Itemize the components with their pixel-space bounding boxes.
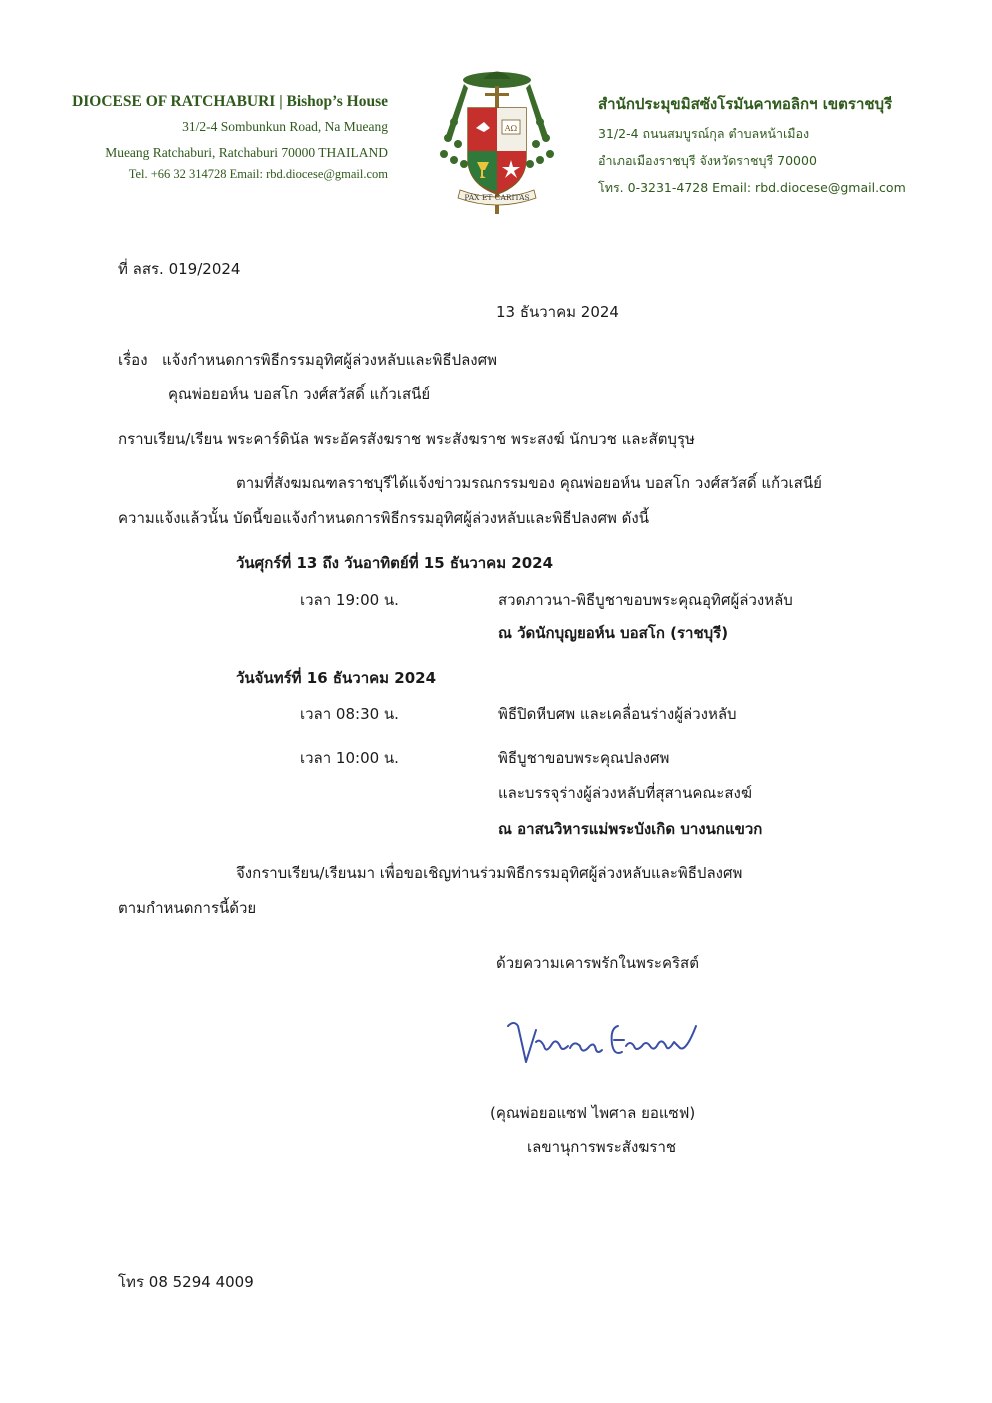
subject-label: เรื่อง	[118, 351, 148, 369]
schedule-day: วันจันทร์ที่ 16 ธันวาคม 2024	[236, 669, 437, 687]
paragraph1-line2: ความแจ้งแล้วนั้น บัดนี้ขอแจ้งกำหนดการพิธีกรรมอุทิศผู้ล่วงหลับและพิธีปลงศพ ดังนี้	[118, 509, 649, 527]
letter-date: 13 ธันวาคม 2024	[496, 303, 619, 321]
signer-title: เลขานุการพระสังฆราช	[527, 1138, 677, 1156]
svg-text:AΩ: AΩ	[504, 124, 518, 133]
closing-line2: ตามกำหนดการนี้ด้วย	[118, 899, 257, 917]
contact-th: โทร. 0-3231-4728 Email: rbd.diocese@gmail.com	[598, 180, 906, 195]
salutation: กราบเรียน/เรียน พระคาร์ดินัล พระอัครสังฆราช พระสังฆราช พระสงฆ์ นักบวช และสัตบุรุษ	[118, 430, 695, 448]
svg-text:PAX ET CARITAS: PAX ET CARITAS	[464, 193, 530, 202]
diocese-crest-logo	[440, 66, 554, 216]
schedule-place: ณ อาสนวิหารแม่พระบังเกิด บางนกแขวก	[498, 820, 763, 838]
schedule-activity: พิธีบูชาขอบพระคุณปลงศพ	[498, 749, 670, 767]
handwritten-signature	[500, 1012, 710, 1074]
schedule-time: เวลา 08:30 น.	[300, 705, 399, 723]
diocese-name-th: สำนักประมุขมิสซังโรมันคาทอลิกฯ เขตราชบุรี	[598, 95, 893, 113]
schedule-activity: และบรรจุร่างผู้ล่วงหลับที่สุสานคณะสงฆ์	[498, 784, 752, 802]
subject-line2: คุณพ่อยอห์น บอสโก วงศ์สวัสดิ์ แก้วเสนีย์	[168, 385, 431, 403]
regards: ด้วยความเคารพรักในพระคริสต์	[496, 954, 699, 972]
contact-phone: โทร 08 5294 4009	[118, 1273, 254, 1291]
address-line2-en: Mueang Ratchaburi, Ratchaburi 70000 THAILAND	[105, 145, 388, 160]
paragraph1-line1: ตามที่สังฆมณฑลราชบุรีได้แจ้งข่าวมรณกรรมของ คุณพ่อยอห์น บอสโก วงศ์สวัสดิ์ แก้วเสนีย์	[236, 474, 822, 492]
schedule-time: เวลา 10:00 น.	[300, 749, 399, 767]
reference-number: ที่ ลสร. 019/2024	[118, 260, 241, 278]
schedule-day: วันศุกร์ที่ 13 ถึง วันอาทิตย์ที่ 15 ธันวาคม 2024	[236, 554, 554, 572]
address-line2-th: อำเภอเมืองราชบุรี จังหวัดราชบุรี 70000	[598, 153, 817, 168]
address-line1-th: 31/2-4 ถนนสมบูรณ์กุล ตำบลหน้าเมือง	[598, 126, 810, 141]
schedule-time: เวลา 19:00 น.	[300, 591, 399, 609]
address-line1-en: 31/2-4 Sombunkun Road, Na Mueang	[182, 119, 388, 134]
diocese-name-en: DIOCESE OF RATCHABURI | Bishop’s House	[72, 93, 388, 110]
schedule-activity: สวดภาวนา-พิธีบูชาขอบพระคุณอุทิศผู้ล่วงหลับ	[498, 591, 793, 609]
contact-en: Tel. +66 32 314728 Email: rbd.diocese@gmail.com	[128, 167, 388, 181]
closing-line1: จึงกราบเรียน/เรียนมา เพื่อขอเชิญท่านร่วมพิธีกรรมอุทิศผู้ล่วงหลับและพิธีปลงศพ	[236, 864, 743, 882]
signer-name: (คุณพ่อยอแซฟ ไพศาล ยอแซฟ)	[490, 1104, 696, 1122]
schedule-activity: พิธีปิดหีบศพ และเคลื่อนร่างผู้ล่วงหลับ	[498, 705, 737, 723]
subject-line1: แจ้งกำหนดการพิธีกรรมอุทิศผู้ล่วงหลับและพิธีปลงศพ	[162, 351, 498, 369]
schedule-place: ณ วัดนักบุญยอห์น บอสโก (ราชบุรี)	[498, 624, 729, 642]
